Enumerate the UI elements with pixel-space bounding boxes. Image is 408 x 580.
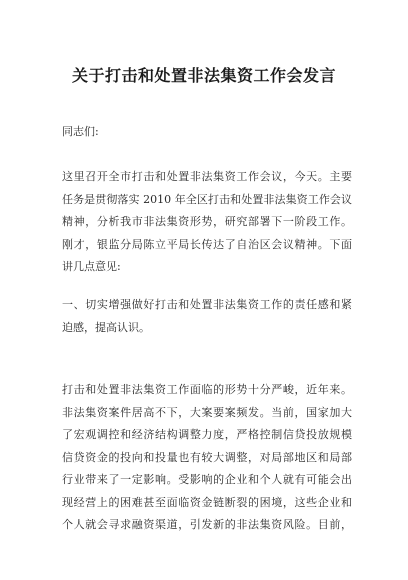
paragraph-line: 了宏观调控和经济结构调整力度，严格控制信贷投放规模 — [62, 428, 352, 441]
paragraph-line: 任务是贯彻落实 2010 年全区打击和处置非法集资工作会议 — [62, 192, 352, 206]
paragraph-line: 一、切实增强做好打击和处置非法集资工作的责任感和紧 — [62, 298, 352, 311]
paragraph-line: 个人就会寻求融资渠道，引发新的非法集资风险。目前， — [62, 518, 352, 531]
paragraph-line: 迫感，提高认识。 — [62, 320, 150, 334]
paragraph-line: 非法集资案件居高不下，大案要案频发。当前，国家加大 — [62, 405, 352, 419]
paragraph-line: 现经营上的困难甚至面临资金链断裂的困境，这些企业和 — [62, 495, 352, 509]
greeting-line: 同志们: — [62, 125, 99, 138]
paragraph-line: 精神，分析我市非法集资形势，研究部署下一阶段工作。 — [62, 215, 352, 228]
greeting — [62, 121, 352, 144]
paragraph-line: 信贷资金的投向和投量也有较大调整，对局部地区和局部 — [62, 450, 352, 464]
paragraph-line: 刚才，银监分局陈立平局长传达了自治区会议精神。下面 — [62, 237, 352, 251]
paragraph-line: 行业带来了一定影响。受影响的企业和个人就有可能会出 — [62, 473, 352, 486]
paragraph-1 — [62, 166, 352, 279]
paragraph-3 — [62, 379, 352, 537]
paragraph-2 — [62, 294, 352, 339]
paragraph-line: 这里召开全市打击和处置非法集资工作会议，今天。主要 — [62, 170, 352, 183]
document-title: 关于打击和处置非法集资工作会发言 — [71, 66, 336, 85]
paragraph-line: 打击和处置非法集资工作面临的形势十分严峻，近年来。 — [62, 383, 352, 396]
paragraph-line: 讲几点意见: — [62, 260, 121, 273]
